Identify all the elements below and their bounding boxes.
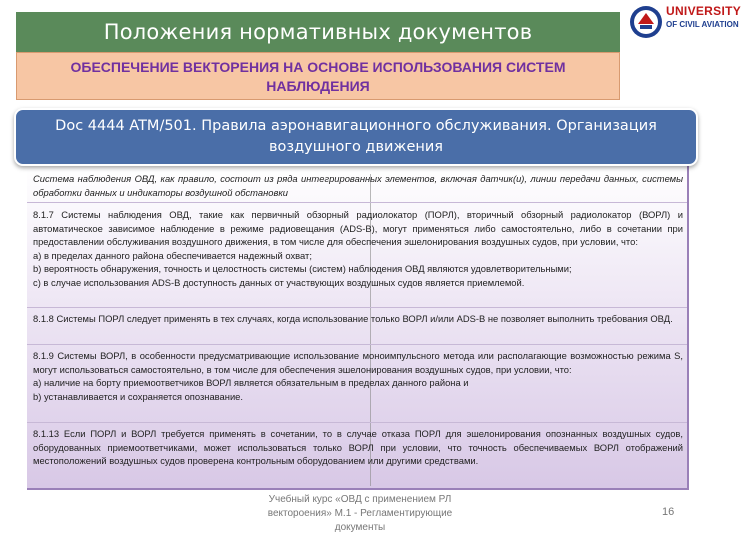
paragraph-8-1-13: 8.1.13 Если ПОРЛ и ВОРЛ требуется применять в сочетании, то в случае отказа ПОРЛ для эшелонирования опознанных воздушных судов, оборудованных приемоответчиками, может использоваться только ВОРЛ при условии, что точность обеспечиваемых ВОРЛ отображений местоположений воздушных судов проверена контрольным оборудованием или другими средствами. (33, 428, 683, 466)
subtitle-box (16, 52, 620, 100)
paragraph-8-1-7 (33, 208, 683, 289)
footer-course-title (250, 493, 470, 535)
intro-paragraph: Система наблюдения ОВД, как правило, состоит из ряда интегрированных элементов, включая датчик(и), линии передачи данных, системы обработки данных и индикаторы воздушной обстановки (33, 173, 683, 198)
subtitle-line-1: ОБЕСПЕЧЕНИЕ ВЕКТОРЕНИЯ НА ОСНОВЕ ИСПОЛЬЗОВАНИЯ СИСТЕМ (70, 59, 566, 75)
paragraph-8-1-9-a: a) наличие на борту приемоответчиков ВОРЛ является обязательным в пределах данного района и (33, 377, 469, 388)
paragraph-8-1-7-a: a) в пределах данного района обеспечивается надежный охват; (33, 249, 312, 261)
paragraph-8-1-9 (33, 349, 683, 403)
subtitle-line-2: НАБЛЮДЕНИЯ (266, 78, 370, 94)
content-panel (27, 166, 689, 490)
footer-line-1: Учебный курс «ОВД с применением РЛ (268, 494, 452, 505)
university-logo (628, 2, 741, 42)
logo-line-2: OF CIVIL AVIATION (666, 20, 739, 29)
paragraph-8-1-9-main: 8.1.9 Системы ВОРЛ, в особенности предусматривающие использование моноимпульсного метода или располагающие возможностью режима S, могут использоваться самостоятельно, в том числе для обеспечения эшелонирования воздушных судов, при условии, что: (33, 350, 683, 375)
separator (27, 422, 687, 423)
document-reference-line-2: воздушного движения (268, 139, 444, 155)
slide-subtitle (17, 58, 619, 96)
separator (27, 307, 687, 308)
paragraph-8-1-7-b: b) вероятность обнаружения, точность и целостность системы (систем) наблюдения ОВД являются удовлетворительными; (33, 263, 572, 274)
paragraph-8-1-8: 8.1.8 Системы ПОРЛ следует применять в тех случаях, когда использование только ВОРЛ и/или ADS-B не позволяет выполнить требования ОВД. (33, 313, 673, 324)
footer-line-3: документы (334, 522, 386, 533)
slide-title: Положения нормативных документов (16, 12, 620, 52)
logo-line-1: UNIVERSITY (666, 4, 741, 18)
emblem-icon (628, 4, 664, 40)
document-reference (26, 116, 686, 158)
page-number: 16 (662, 506, 675, 518)
document-reference-line-1: Doc 4444 ATM/501. Правила аэронавигационного обслуживания. Организация (55, 118, 657, 134)
separator (27, 344, 687, 345)
separator (27, 202, 687, 203)
footer-line-2: вектороения» М.1 - Регламентирующие (267, 508, 453, 519)
paragraph-8-1-7-c: c) в случае использования ADS-B доступность данных от участвующих воздушных судов является приемлемой. (33, 276, 525, 288)
paragraph-8-1-7-main: 8.1.7 Системы наблюдения ОВД, такие как первичный обзорный радиолокатор (ПОРЛ), вторичный обзорный радиолокатор (ВОРЛ) и автоматическое зависимое наблюдение в режиме радиовещания (ADS-B), могут применяться либо самостоятельно, либо в сочетании при предоставлении обслуживания воздушного движения, в том числе для обеспечения эшелонирования воздушных судов, при условии, что: (33, 209, 683, 247)
paragraph-8-1-9-b: b) устанавливается и сохраняется опознавание. (33, 390, 244, 402)
document-reference-box (14, 108, 698, 166)
